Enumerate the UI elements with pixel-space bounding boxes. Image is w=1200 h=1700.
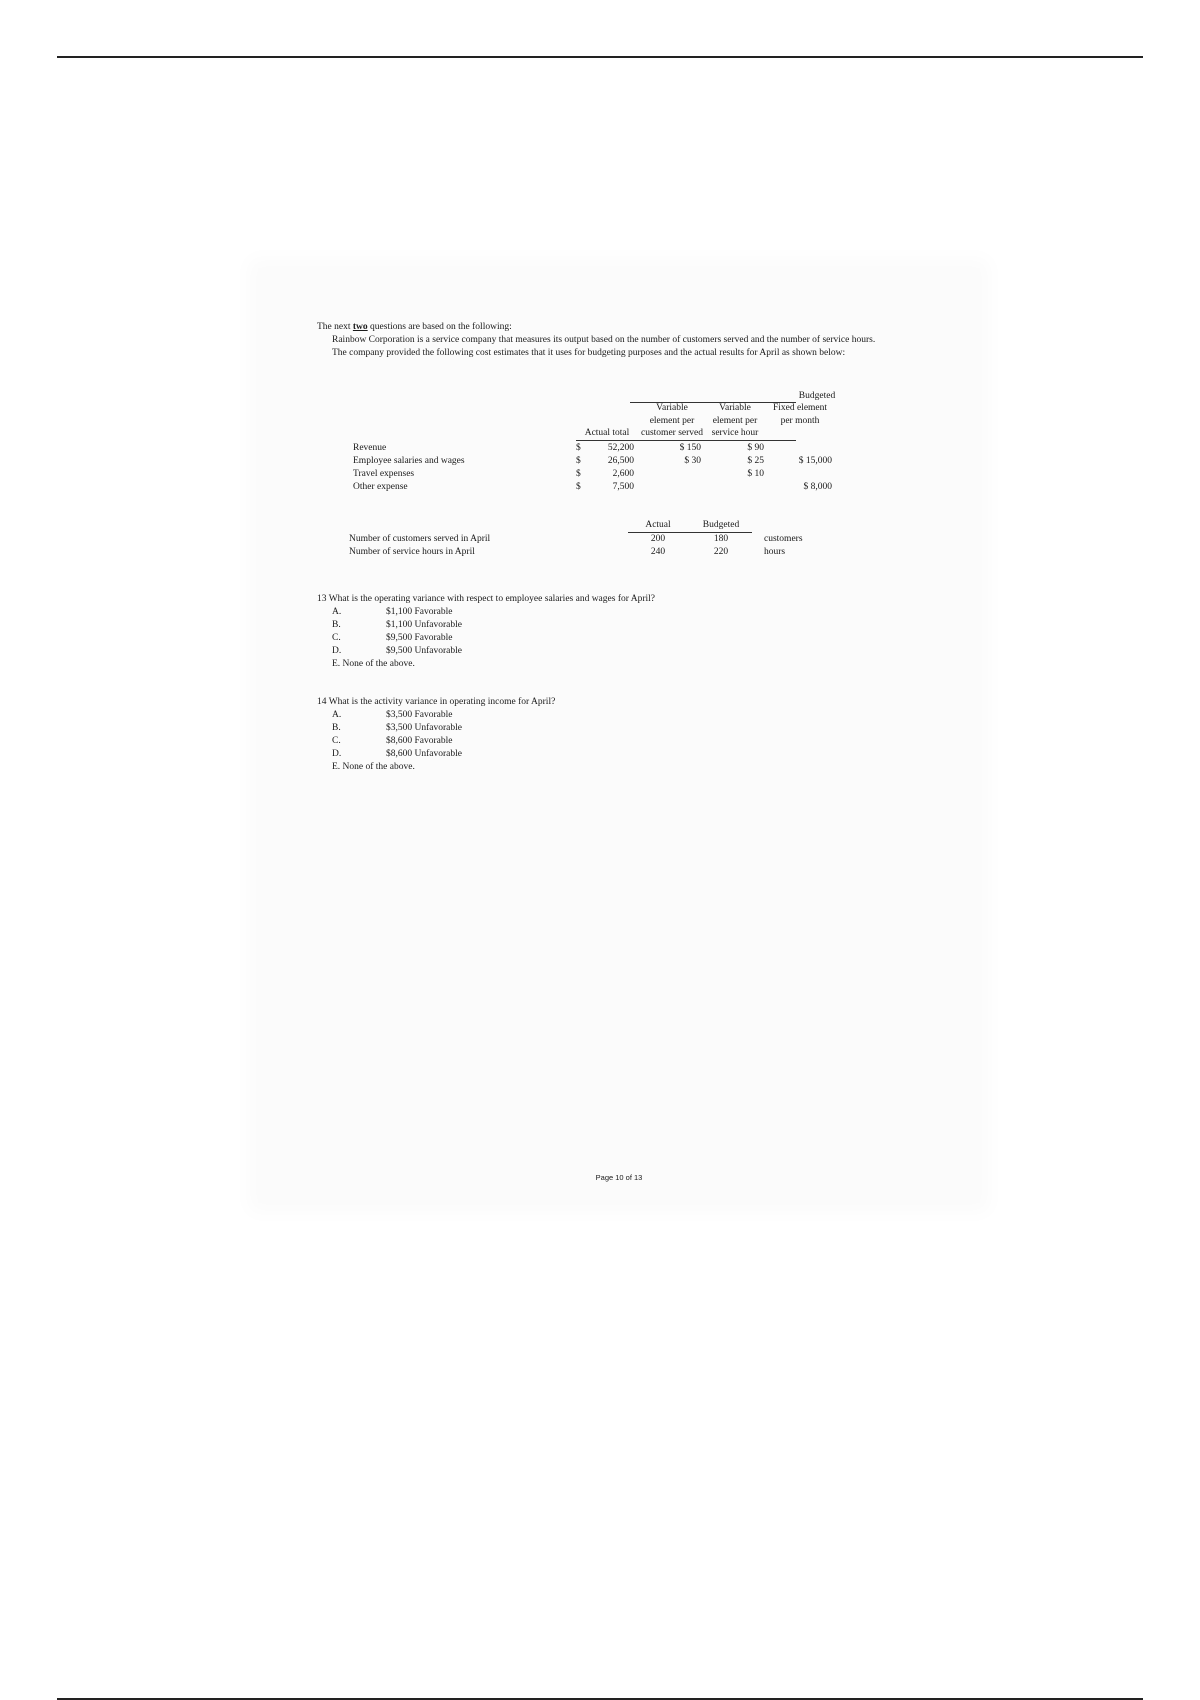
activity-header-budgeted: Budgeted xyxy=(702,520,740,530)
option-none: E. None of the above. xyxy=(332,762,415,772)
row-label: Travel expenses xyxy=(353,469,415,479)
option-text: $3,500 Unfavorable xyxy=(386,723,462,733)
intro-lead-emphasis: two xyxy=(352,322,368,332)
dollar-sign: $ xyxy=(576,482,581,492)
option-text: $1,100 Favorable xyxy=(386,607,453,617)
actual-value: 240 xyxy=(650,547,666,557)
row-label: Revenue xyxy=(353,443,387,453)
header-var-customer: Variable element per customer served xyxy=(641,403,703,439)
var-hour-value: $ 10 xyxy=(747,469,764,479)
actual-value: 26,500 xyxy=(607,456,634,466)
option-letter: A. xyxy=(332,710,342,720)
activity-header-actual: Actual xyxy=(645,520,671,530)
option-letter: A. xyxy=(332,607,342,617)
option-text: $9,500 Unfavorable xyxy=(386,646,462,656)
unit-label: hours xyxy=(764,547,786,557)
budgeted-group-header: Budgeted xyxy=(798,391,836,401)
intro-lead-text-end: questions are based on the following: xyxy=(367,322,512,332)
option-text: $1,100 Unfavorable xyxy=(386,620,462,630)
option-letter: B. xyxy=(332,620,341,630)
option-letter: B. xyxy=(332,723,341,733)
actual-value: 52,200 xyxy=(607,443,634,453)
page-number: Page 10 of 13 xyxy=(595,1173,643,1182)
header-var-hour: Variable element per service hour xyxy=(711,403,759,439)
dollar-sign: $ xyxy=(576,456,581,466)
row-label: Other expense xyxy=(353,482,408,492)
var-hour-value: $ 25 xyxy=(747,456,764,466)
top-rule xyxy=(57,56,1143,58)
option-text: $8,600 Unfavorable xyxy=(386,749,462,759)
dollar-sign: $ xyxy=(576,443,581,453)
option-letter: C. xyxy=(332,736,341,746)
intro-lead xyxy=(317,321,512,334)
cost-header-rule xyxy=(576,440,796,441)
option-text: $9,500 Favorable xyxy=(386,633,453,643)
actual-value: 7,500 xyxy=(612,482,634,492)
row-label: Number of service hours in April xyxy=(349,547,475,557)
option-letter: D. xyxy=(332,646,342,656)
question-stem: 13 What is the operating variance with respect to employee salaries and wages for April? xyxy=(317,594,656,604)
question-stem: 14 What is the activity variance in operating income for April? xyxy=(317,697,556,707)
option-letter: D. xyxy=(332,749,342,759)
intro-line-2: The company provided the following cost estimates that it uses for budgeting purposes and the actual results for April as shown below: xyxy=(332,348,846,358)
dollar-sign: $ xyxy=(576,469,581,479)
intro-lead-text: The next xyxy=(317,322,353,332)
var-hour-value: $ 90 xyxy=(747,443,764,453)
header-fixed: Fixed element per month xyxy=(772,403,828,426)
intro-line-1: Rainbow Corporation is a service company that measures its output based on the number of customers served and the number of service hours. xyxy=(332,335,876,345)
budgeted-value: 180 xyxy=(713,534,729,544)
actual-value: 2,600 xyxy=(612,469,634,479)
row-label: Number of customers served in April xyxy=(349,534,491,544)
var-customer-value: $ 30 xyxy=(684,456,701,466)
var-customer-value: $ 150 xyxy=(679,443,701,453)
option-letter: C. xyxy=(332,633,341,643)
option-text: $8,600 Favorable xyxy=(386,736,453,746)
header-actual-total: Actual total xyxy=(584,428,630,438)
budgeted-value: 220 xyxy=(713,547,729,557)
fixed-value: $ 8,000 xyxy=(803,482,832,492)
page-image xyxy=(258,268,980,1203)
option-none: E. None of the above. xyxy=(332,659,415,669)
actual-value: 200 xyxy=(650,534,666,544)
row-label: Employee salaries and wages xyxy=(353,456,465,466)
option-text: $3,500 Favorable xyxy=(386,710,453,720)
fixed-value: $ 15,000 xyxy=(798,456,832,466)
unit-label: customers xyxy=(764,534,803,544)
